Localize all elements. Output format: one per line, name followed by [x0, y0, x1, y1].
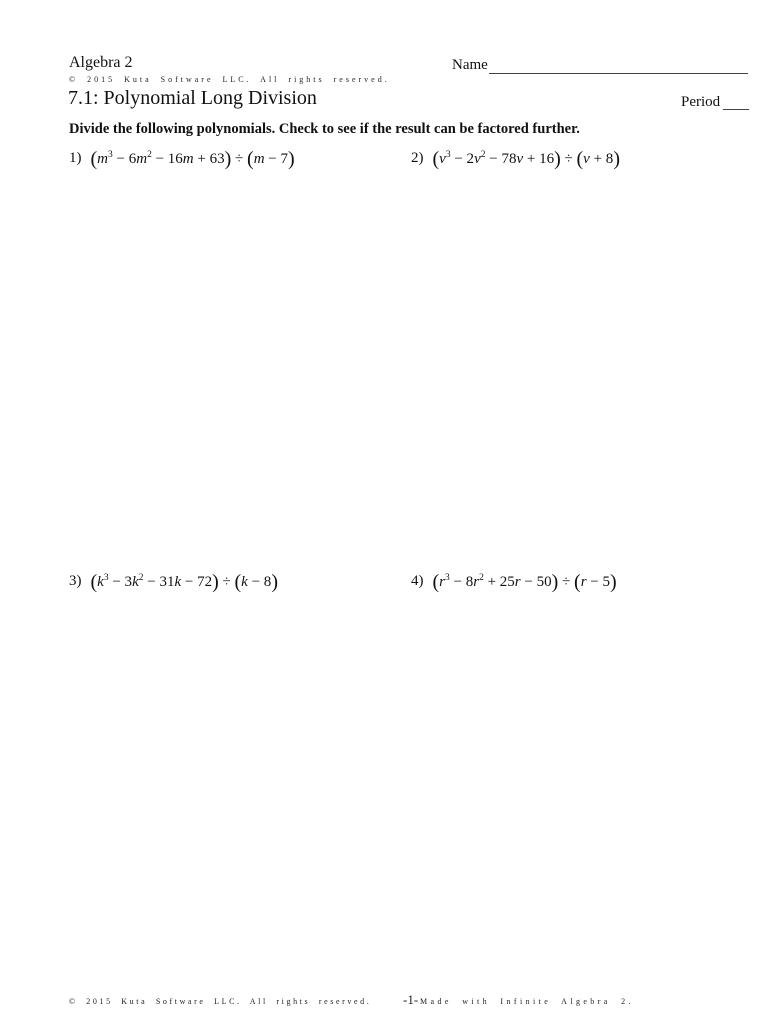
math-text: − 16 — [151, 151, 183, 167]
math-paren: ( — [576, 148, 584, 170]
math-text: − 2 — [450, 151, 475, 167]
math-exponent: 3 — [445, 573, 450, 583]
math-text: ÷ — [558, 574, 575, 590]
math-exponent: 3 — [108, 150, 113, 160]
math-variable: k — [174, 574, 182, 590]
math-paren: ) — [551, 571, 559, 593]
problem-expression — [433, 573, 617, 591]
math-variable: v — [439, 151, 446, 167]
math-variable: m — [136, 151, 148, 167]
page-title: 7.1: Polynomial Long Division — [68, 87, 317, 109]
math-text: + 16 — [523, 151, 555, 167]
course-label: Algebra 2 — [69, 54, 133, 71]
footer-copyright: © 2015 Kuta Software LLC. All rights reserved. — [69, 997, 372, 1006]
footer-made-with: Made with Infinite Algebra 2. — [420, 997, 634, 1006]
math-variable: r — [473, 574, 480, 590]
math-paren: ( — [432, 148, 440, 170]
math-text: − 8 — [247, 574, 272, 590]
math-paren: ( — [90, 571, 98, 593]
math-paren: ) — [224, 148, 232, 170]
math-variable: v — [474, 151, 481, 167]
math-text: + 8 — [589, 151, 614, 167]
math-paren: ) — [288, 148, 295, 170]
math-variable: v — [583, 151, 590, 167]
math-variable: k — [97, 574, 104, 590]
problem-4 — [411, 573, 617, 591]
math-text: − 72 — [181, 574, 213, 590]
math-exponent: 3 — [103, 573, 109, 583]
math-paren: ) — [554, 148, 561, 170]
problem-number: 2) — [411, 150, 424, 166]
math-text: + 63 — [193, 151, 225, 167]
math-exponent: 2 — [147, 150, 152, 160]
problem-expression — [433, 150, 620, 168]
math-variable: m — [253, 151, 265, 167]
math-text: − 3 — [108, 574, 133, 590]
math-text: ÷ — [231, 151, 248, 167]
problem-2 — [411, 150, 620, 168]
problem-expression — [91, 150, 295, 168]
math-variable: k — [241, 574, 248, 590]
math-variable: m — [97, 151, 109, 167]
math-text: − 5 — [586, 574, 610, 590]
math-variable: r — [514, 574, 521, 590]
math-text: + 25 — [483, 574, 515, 590]
problem-number: 1) — [69, 150, 82, 166]
problem-expression — [91, 573, 278, 591]
name-blank-line — [489, 58, 748, 74]
math-text: − 50 — [520, 574, 552, 590]
header-copyright: © 2015 Kuta Software LLC. All rights reserved. — [69, 75, 390, 84]
math-text: − 78 — [485, 151, 517, 167]
math-variable: r — [580, 574, 587, 590]
math-text: − 31 — [143, 574, 175, 590]
math-paren: ( — [90, 148, 98, 170]
period-blank-line — [723, 95, 749, 110]
name-label: Name — [452, 57, 488, 73]
math-exponent: 2 — [479, 573, 484, 583]
math-exponent: 3 — [445, 150, 451, 160]
math-variable: k — [132, 574, 139, 590]
math-paren: ( — [574, 571, 581, 593]
problem-number: 4) — [411, 573, 424, 589]
math-paren: ) — [271, 571, 278, 593]
math-text: ÷ — [560, 151, 577, 167]
math-paren: ( — [234, 571, 242, 593]
instruction-text: Divide the following polynomials. Check to see if the result can be factored further. — [69, 121, 580, 137]
math-variable: m — [182, 151, 194, 167]
math-paren: ( — [432, 571, 440, 593]
math-exponent: 2 — [480, 150, 486, 160]
math-variable: v — [516, 151, 524, 167]
math-exponent: 2 — [138, 573, 144, 583]
math-variable: r — [439, 574, 446, 590]
math-paren: ) — [613, 148, 620, 170]
math-text: − 7 — [264, 151, 288, 167]
period-label: Period — [681, 94, 721, 110]
math-text: − 6 — [112, 151, 137, 167]
page-number: -1- — [403, 992, 419, 1007]
math-text: − 8 — [449, 574, 474, 590]
math-paren: ) — [212, 571, 219, 593]
problem-3 — [69, 573, 278, 591]
problem-1 — [69, 150, 295, 168]
math-text: ÷ — [218, 574, 235, 590]
math-paren: ) — [610, 571, 617, 593]
math-paren: ( — [247, 148, 254, 170]
problem-number: 3) — [69, 573, 82, 589]
